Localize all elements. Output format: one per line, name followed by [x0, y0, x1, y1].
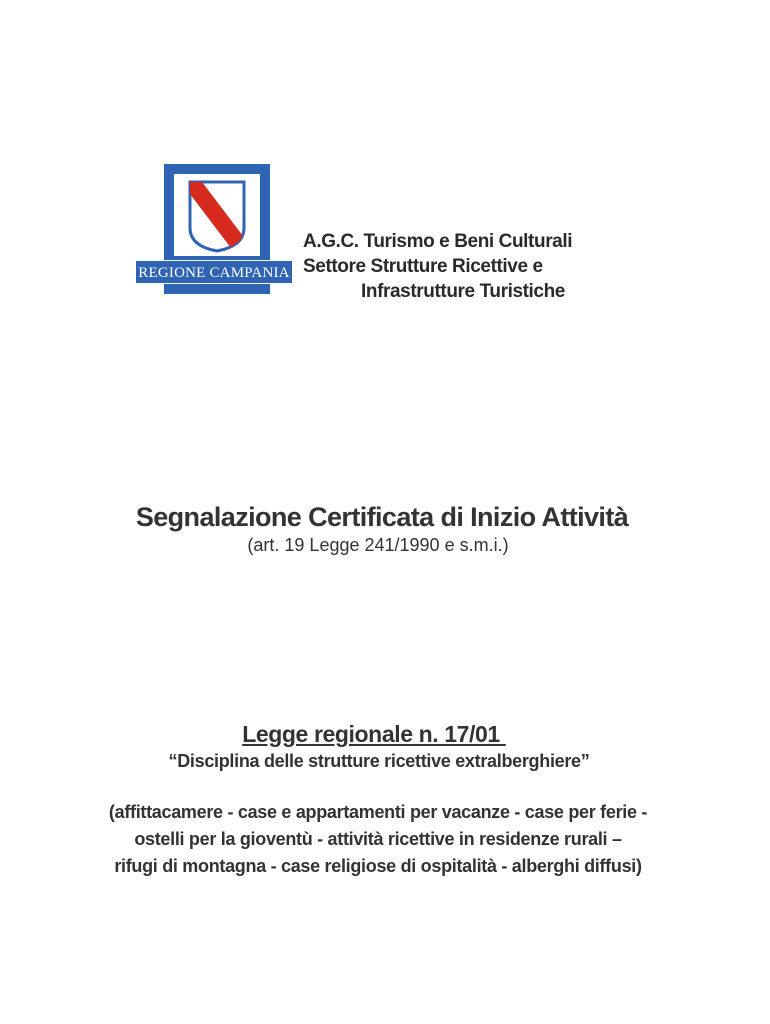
accommodation-types-line: ostelli per la gioventù - attività ricettive in residenze rurali –	[134, 829, 622, 849]
header-line-3: Infrastrutture Turistiche	[361, 281, 565, 302]
law-block	[0, 719, 770, 880]
law-description: “Disciplina delle strutture ricettive extralberghiere”	[168, 751, 590, 771]
regione-campania-logo	[134, 162, 294, 298]
logo-label: REGIONE CAMPANIA	[138, 265, 290, 281]
page-subtitle: (art. 19 Legge 241/1990 e s.m.i.)	[247, 535, 509, 555]
header-line-2: Settore Strutture Ricettive e	[303, 256, 543, 277]
accommodation-types	[0, 799, 770, 880]
law-title: Legge regionale n. 17/01	[242, 721, 506, 747]
title-block	[0, 500, 770, 556]
regione-campania-emblem	[134, 162, 294, 298]
accommodation-types-line: (affittacamere - case e appartamenti per vacanze - case per ferie -	[108, 802, 648, 822]
header-line-1: A.G.C. Turismo e Beni Culturali	[303, 231, 573, 252]
department-header	[303, 229, 572, 304]
page-title: Segnalazione Certificata di Inizio Attività	[135, 502, 629, 532]
accommodation-types-line: rifugi di montagna - case religiose di ospitalità - alberghi diffusi)	[114, 856, 642, 876]
